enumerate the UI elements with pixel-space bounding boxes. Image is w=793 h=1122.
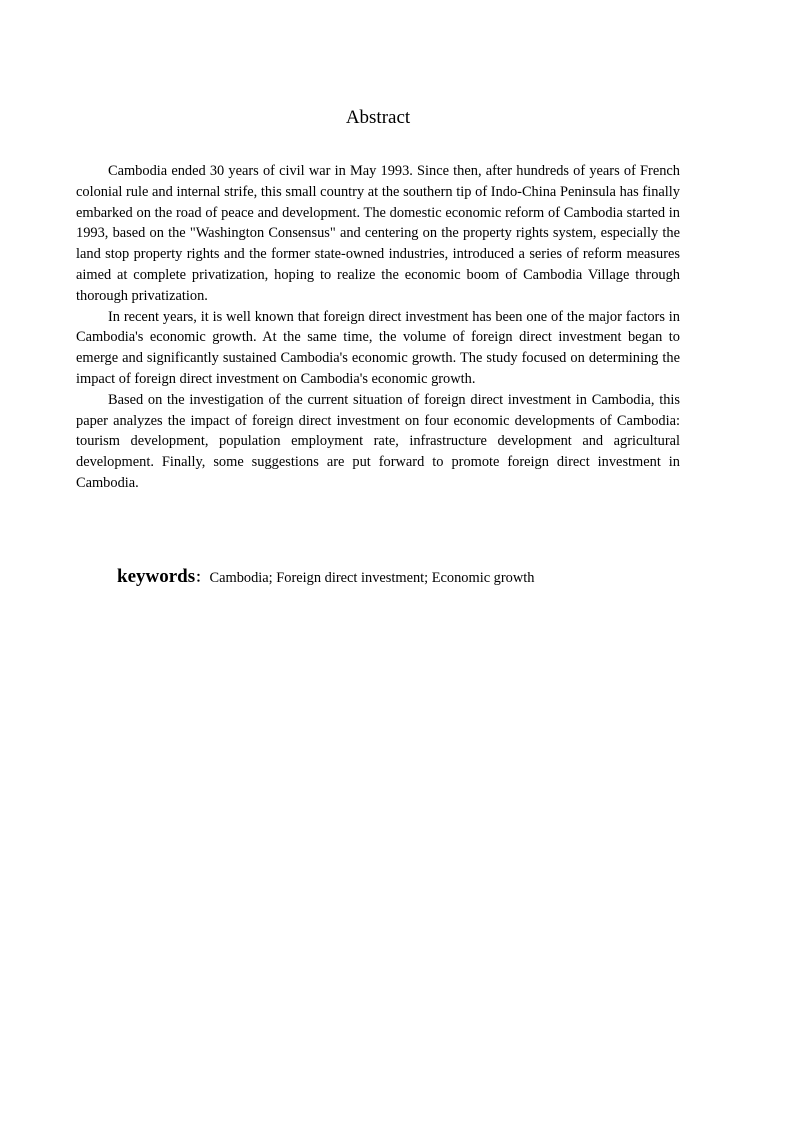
- abstract-title: Abstract: [345, 107, 411, 128]
- abstract-paragraph-3: Based on the investigation of the current situation of foreign direct investment in Cambodia, this paper analyzes the impact of foreign direct investment on four economic developments of Cambodia: tourism development, population employment rate, infrastructure development and agricultural development. Finally, some suggestions are put forward to promote foreign direct investment in Cambodia.: [76, 391, 680, 491]
- abstract-body: [76, 161, 680, 494]
- keywords-label: keywords: [117, 566, 196, 587]
- keywords-separator: ：: [195, 570, 210, 586]
- keywords-line: [117, 565, 717, 590]
- keywords-text: Cambodia; Foreign direct investment; Economic growth: [209, 570, 535, 586]
- abstract-paragraph-2: In recent years, it is well known that foreign direct investment has been one of the major factors in Cambodia's economic growth. At the same time, the volume of foreign direct investment began to emerge and significantly sustained Cambodia's economic growth. The study focused on determining the impact of foreign direct investment on Cambodia's economic growth.: [76, 308, 680, 387]
- abstract-paragraph-1: Cambodia ended 30 years of civil war in May 1993. Since then, after hundreds of years of French colonial rule and internal strife, this small country at the southern tip of Indo-China Peninsula has finally embarked on the road of peace and development. The domestic economic reform of Cambodia started in 1993, based on the "Washington Consensus" and centering on the property rights system, especially the land stop property rights and the former state-owned industries, introduced a series of reform measures aimed at complete privatization, hoping to realize the economic boom of Cambodia Village through thorough privatization.: [76, 163, 680, 304]
